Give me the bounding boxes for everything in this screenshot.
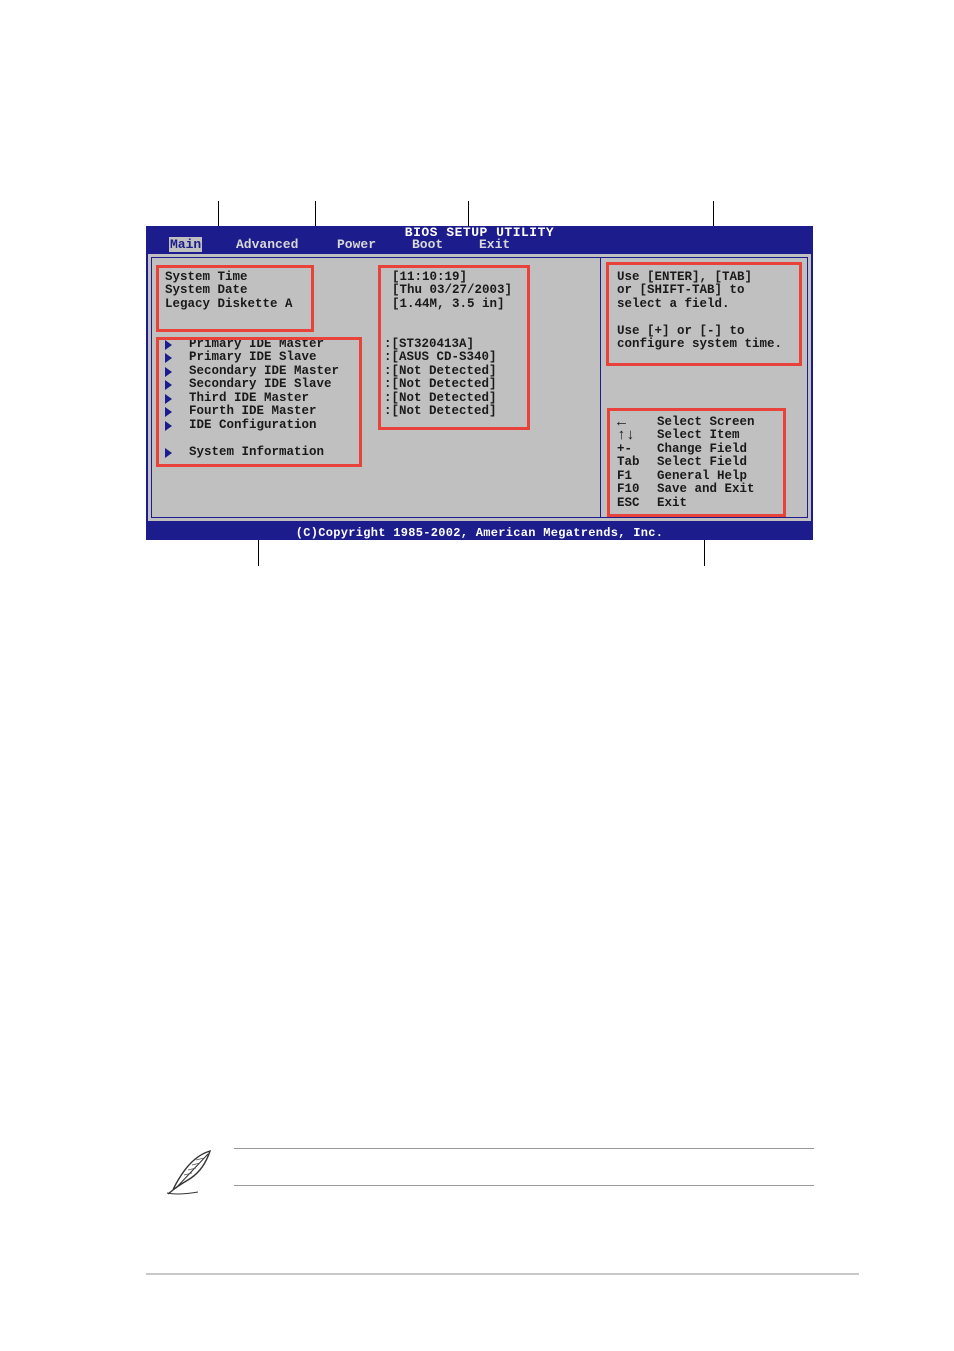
submenu-value-fourth-ide-master: :[Not Detected] [384,404,497,418]
page-footer-rule [146,1273,859,1275]
menu-boot[interactable]: Boot [412,237,444,252]
help-line: configure system time. [617,337,783,351]
key-f1: F1 [617,469,633,483]
submenu-value-primary-ide-master: :[ST320413A] [384,337,475,351]
key-f10: F10 [617,482,640,496]
bios-title-bar [146,226,813,252]
field-label-legacy-diskette[interactable]: Legacy Diskette A [165,297,293,311]
menu-main[interactable]: Main [170,237,202,252]
key-left-arrow-icon: ← [617,414,627,431]
key-action-select-screen: Select Screen [657,415,755,429]
note-rule-bottom [234,1185,814,1186]
field-value-system-time[interactable]: [11:10:19] [392,270,468,284]
key-plus-minus: +- [617,442,633,456]
submenu-primary-ide-slave[interactable]: Primary IDE Slave [189,350,317,364]
menu-power[interactable]: Power [337,237,377,252]
submenu-third-ide-master[interactable]: Third IDE Master [189,391,310,405]
note-rule-top [234,1148,814,1149]
submenu-primary-ide-master[interactable]: Primary IDE Master [189,337,325,351]
key-action-change-field: Change Field [657,442,748,456]
submenu-ide-configuration[interactable]: IDE Configuration [189,418,317,432]
highlight-menu-items [156,265,314,332]
highlight-nav-keys [607,408,786,517]
key-action-select-item: Select Item [657,428,740,442]
field-label-system-date[interactable]: System Date [165,283,248,297]
key-action-exit: Exit [657,496,688,510]
key-up-down-arrows-icon: ↑↓ [617,427,636,444]
submenu-value-third-ide-master: :[Not Detected] [384,391,497,405]
key-action-save-and-exit: Save and Exit [657,482,755,496]
submenu-value-secondary-ide-slave: :[Not Detected] [384,377,497,391]
highlight-field-values [378,265,530,430]
key-action-general-help: General Help [657,469,748,483]
key-tab: Tab [617,455,640,469]
bios-copyright: (C)Copyright 1985-2002, American Megatrends, Inc. [295,526,664,540]
feather-pen-icon [164,1148,216,1196]
submenu-secondary-ide-slave[interactable]: Secondary IDE Slave [189,377,332,391]
highlight-submenus [156,337,362,467]
field-value-legacy-diskette[interactable]: [1.44M, 3.5 in] [392,297,505,311]
submenu-secondary-ide-master[interactable]: Secondary IDE Master [189,364,340,378]
menu-advanced[interactable]: Advanced [236,237,299,252]
field-label-system-time[interactable]: System Time [165,270,248,284]
bios-title: BIOS SETUP UTILITY [404,225,555,240]
submenu-fourth-ide-master[interactable]: Fourth IDE Master [189,404,317,418]
menu-exit[interactable]: Exit [479,237,511,252]
help-divider [600,257,601,518]
highlight-help [606,262,802,366]
help-line: select a field. [617,297,730,311]
submenu-value-secondary-ide-master: :[Not Detected] [384,364,497,378]
help-line: Use [ENTER], [TAB] [617,270,753,284]
submenu-system-information[interactable]: System Information [189,445,325,459]
help-line: Use [+] or [-] to [617,324,745,338]
field-value-system-date[interactable]: [Thu 03/27/2003] [392,283,513,297]
key-esc: ESC [617,496,640,510]
help-line: or [SHIFT-TAB] to [617,283,745,297]
key-action-select-field: Select Field [657,455,748,469]
submenu-value-primary-ide-slave: :[ASUS CD-S340] [384,350,497,364]
